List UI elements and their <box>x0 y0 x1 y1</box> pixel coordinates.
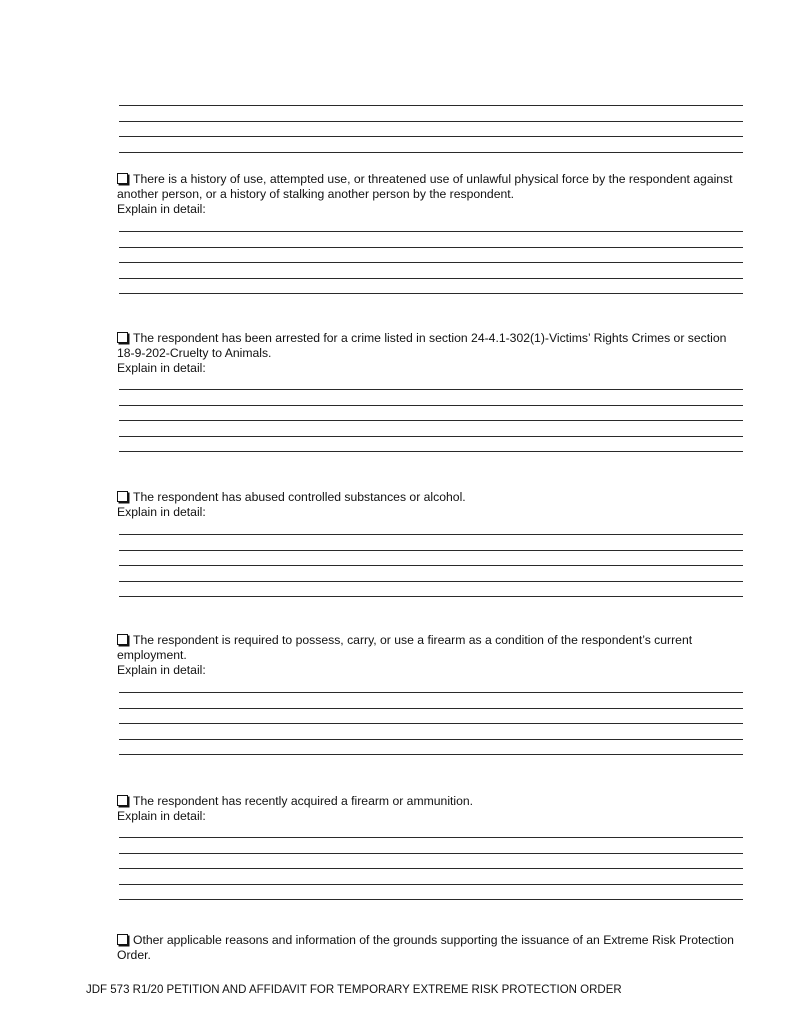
statement-history-of-force: There is a history of use, attempted use, or threatened use of unlawful physical force by the respondent against another person, or a history of stalking another person by the respondent. <box>117 172 733 201</box>
answer-lines-substance-abuse[interactable] <box>119 534 743 612</box>
answer-lines-history-of-force[interactable] <box>119 231 743 309</box>
section-substance-abuse <box>117 490 745 520</box>
section-other-reasons <box>117 933 745 963</box>
explain-label: Explain in detail: <box>117 202 206 216</box>
answer-lines-arrested[interactable] <box>119 389 743 467</box>
statement-arrested: The respondent has been arrested for a crime listed in section 24-4.1-302(1)-Victims’ Rights Crimes or section 18-9-202-Cruelty to Animals. <box>117 331 727 360</box>
checkbox-history-of-force[interactable] <box>117 173 128 184</box>
explain-label: Explain in detail: <box>117 663 206 677</box>
answer-lines-recent-acquisition[interactable] <box>119 837 743 915</box>
explain-label: Explain in detail: <box>117 505 206 519</box>
section-recent-acquisition <box>117 794 745 824</box>
checkbox-recent-acquisition[interactable] <box>117 795 128 806</box>
section-firearm-employment <box>117 633 745 678</box>
statement-firearm-employment: The respondent is required to possess, carry, or use a firearm as a condition of the respondent’s current employment. <box>117 633 693 662</box>
explain-label: Explain in detail: <box>117 361 206 375</box>
answer-lines-firearm-employment[interactable] <box>119 692 743 770</box>
statement-other-reasons: Other applicable reasons and information of the grounds supporting the issuance of an Extreme Risk Protection Order. <box>117 933 734 962</box>
statement-substance-abuse: The respondent has abused controlled substances or alcohol. <box>133 490 466 504</box>
checkbox-other-reasons[interactable] <box>117 934 128 945</box>
explain-label: Explain in detail: <box>117 809 206 823</box>
page-footer: JDF 573 R1/20 PETITION AND AFFIDAVIT FOR TEMPORARY EXTREME RISK PROTECTION ORDER <box>86 984 622 996</box>
checkbox-arrested[interactable] <box>117 332 128 343</box>
section-history-of-force <box>117 172 745 217</box>
statement-recent-acquisition: The respondent has recently acquired a firearm or ammunition. <box>133 794 474 808</box>
checkbox-substance-abuse[interactable] <box>117 491 128 502</box>
answer-lines-previous[interactable] <box>119 105 743 167</box>
section-arrested <box>117 331 745 376</box>
checkbox-firearm-employment[interactable] <box>117 634 128 645</box>
